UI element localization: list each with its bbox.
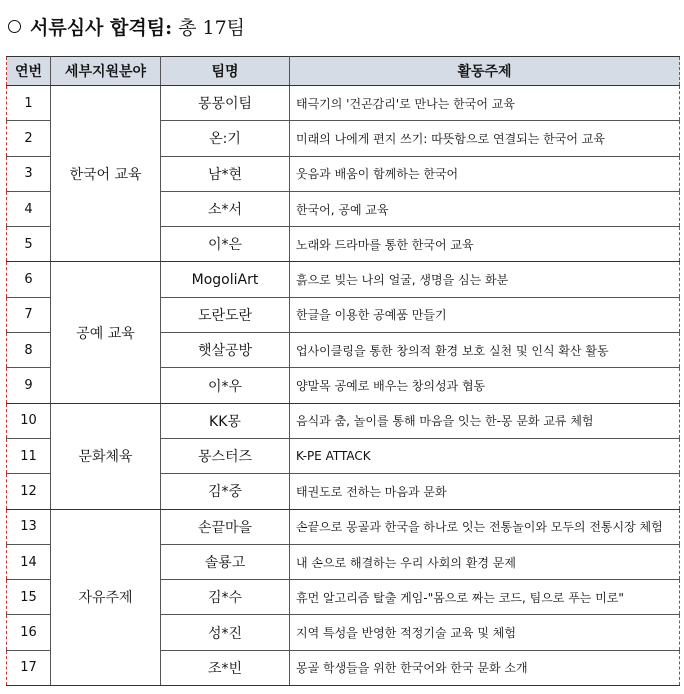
heading-title: 서류심사 합격팀: [30,16,173,39]
team-name: KK몽 [161,403,290,438]
teams-table [6,56,680,686]
team-name: 소*서 [161,191,290,226]
table-row [7,403,680,438]
activity-topic: 양말목 공예로 배우는 창의성과 협동 [290,368,680,403]
team-name: 이*은 [161,227,290,262]
team-name: 솔룡고 [161,544,290,579]
row-number: 10 [7,403,51,438]
team-name: 손끝마을 [161,509,290,544]
row-number: 1 [7,86,51,121]
activity-topic: 태권도로 전하는 마음과 문화 [290,474,680,509]
team-name: 몽몽이팀 [161,86,290,121]
category-cell: 공예 교육 [51,262,161,403]
row-number: 13 [7,509,51,544]
header-number: 연번 [7,57,51,86]
row-number: 8 [7,333,51,368]
row-number: 17 [7,650,51,685]
row-number: 6 [7,262,51,297]
team-name: 이*우 [161,368,290,403]
table-row [7,509,680,544]
category-cell: 한국어 교육 [51,86,161,262]
team-name: 김*중 [161,474,290,509]
heading-count: 총 17팀 [178,16,246,39]
activity-topic: 손끝으로 몽골과 한국을 하나로 잇는 전통놀이와 모두의 전통시장 체험 [290,509,680,544]
activity-topic: 한국어, 공예 교육 [290,191,680,226]
category-cell: 문화체육 [51,403,161,509]
activity-topic: 몽골 학생들을 위한 한국어와 한국 문화 소개 [290,650,680,685]
activity-topic: 웃음과 배움이 함께하는 한국어 [290,156,680,191]
header-team: 팀명 [161,57,290,86]
header-category: 세부지원분야 [51,57,161,86]
row-number: 5 [7,227,51,262]
team-name: 몽스터즈 [161,438,290,473]
row-number: 3 [7,156,51,191]
team-name: 남*현 [161,156,290,191]
team-name: 온:기 [161,121,290,156]
table-row [7,262,680,297]
activity-topic: 업사이클링을 통한 창의적 환경 보호 실천 및 인식 확산 활동 [290,333,680,368]
row-number: 11 [7,438,51,473]
activity-topic: 태극기의 '건곤감리'로 만나는 한국어 교육 [290,86,680,121]
table-header-row [7,57,680,86]
circle-bullet-icon [8,20,21,33]
team-name: 도란도란 [161,297,290,332]
row-number: 4 [7,191,51,226]
category-cell: 자유주제 [51,509,161,685]
page-heading [8,12,245,40]
row-number: 9 [7,368,51,403]
team-name: MogoliArt [161,262,290,297]
team-name: 성*진 [161,615,290,650]
activity-topic: 음식과 춤, 놀이를 통해 마음을 잇는 한-몽 문화 교류 체험 [290,403,680,438]
activity-topic: 휴먼 알고리즘 탈출 게임-"몸으로 짜는 코드, 팀으로 푸는 미로" [290,580,680,615]
row-number: 15 [7,580,51,615]
activity-topic: 노래와 드라마를 통한 한국어 교육 [290,227,680,262]
row-number: 2 [7,121,51,156]
activity-topic: 한글을 이용한 공예품 만들기 [290,297,680,332]
activity-topic: 지역 특성을 반영한 적정기술 교육 및 체험 [290,615,680,650]
table-body [7,86,680,686]
row-number: 16 [7,615,51,650]
table-row [7,86,680,121]
header-topic: 활동주제 [290,57,680,86]
row-number: 7 [7,297,51,332]
activity-topic: K-PE ATTACK [290,438,680,473]
activity-topic: 내 손으로 해결하는 우리 사회의 환경 문제 [290,544,680,579]
activity-topic: 흙으로 빚는 나의 얼굴, 생명을 심는 화분 [290,262,680,297]
team-name: 김*수 [161,580,290,615]
activity-topic: 미래의 나에게 편지 쓰기: 따뜻함으로 연결되는 한국어 교육 [290,121,680,156]
team-name: 조*빈 [161,650,290,685]
row-number: 12 [7,474,51,509]
row-number: 14 [7,544,51,579]
team-name: 햇살공방 [161,333,290,368]
